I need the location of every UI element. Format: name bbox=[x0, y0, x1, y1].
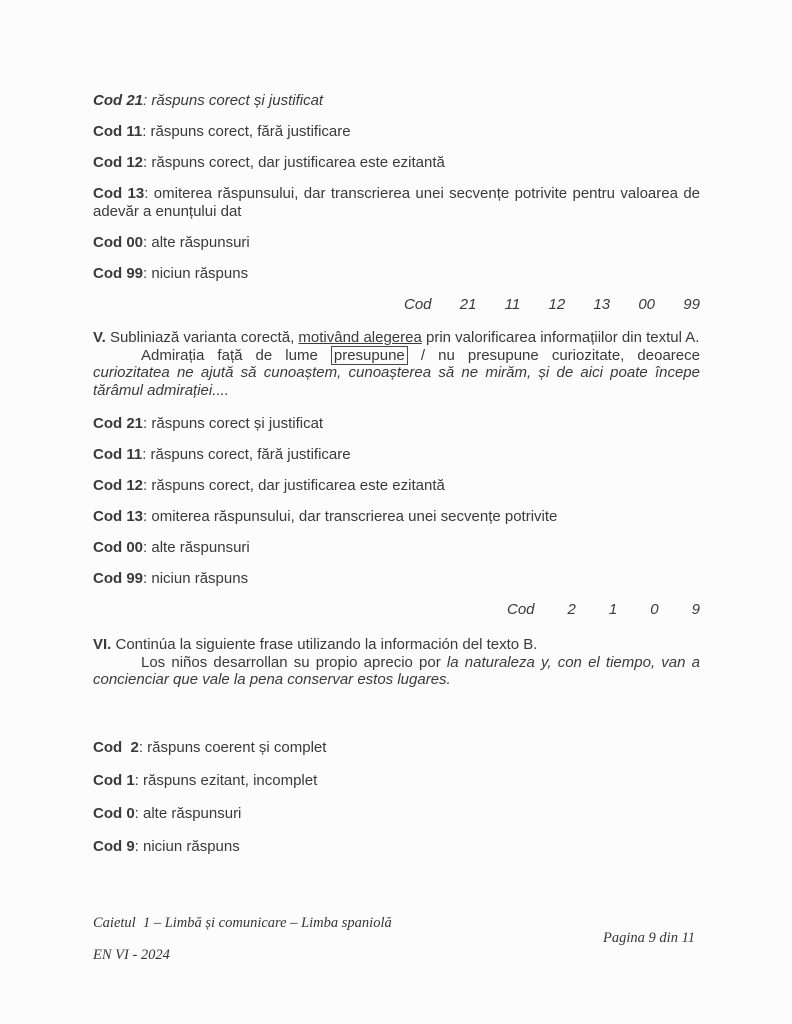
code-item-2 bbox=[93, 739, 700, 757]
code-block-3 bbox=[93, 739, 700, 856]
score-value: 2 bbox=[567, 601, 576, 618]
code-item-11 bbox=[93, 446, 700, 464]
code-item-9 bbox=[93, 838, 700, 856]
code-item-0 bbox=[93, 805, 700, 823]
code-item-99 bbox=[93, 570, 700, 588]
score-row-label: Cod bbox=[507, 601, 535, 618]
code-item-13 bbox=[93, 185, 705, 221]
score-value: 99 bbox=[683, 296, 700, 313]
code-item-99 bbox=[93, 265, 700, 283]
code-item-12 bbox=[93, 477, 700, 495]
code-item-21 bbox=[93, 92, 700, 110]
section-vi-prompt bbox=[93, 636, 700, 654]
code-item-11 bbox=[93, 123, 700, 141]
footer-exam-id: EN VI - 2024 bbox=[93, 947, 170, 963]
spacer bbox=[93, 399, 700, 415]
code-item-00 bbox=[93, 539, 700, 557]
score-row-1 bbox=[404, 296, 700, 314]
code-desc: : răspuns corect, fără justificare bbox=[142, 446, 351, 463]
score-value: 1 bbox=[608, 601, 618, 618]
boxed-answer-word: presupune bbox=[331, 346, 408, 365]
code-desc: : omiterea răspunsului, dar transcrierea unei secvențe potrivite bbox=[143, 508, 558, 525]
answer-quote-text: la naturaleza y, con el tiempo, van a concienciar que vale la pena conservar estos lugares. bbox=[93, 653, 705, 688]
code-label: Cod 00 bbox=[93, 539, 144, 556]
score-value: 00 bbox=[638, 296, 656, 313]
code-label: Cod 12 bbox=[93, 477, 144, 494]
code-desc: : răspuns ezitant, incomplet bbox=[134, 771, 318, 789]
section-v-underlined-text: motivând alegerea bbox=[298, 329, 422, 346]
code-block-1 bbox=[93, 92, 705, 283]
score-value: 12 bbox=[548, 296, 566, 313]
code-label: Cod 0 bbox=[93, 804, 135, 822]
answer-text: Los niños desarrollan su propio aprecio por bbox=[141, 653, 447, 671]
section-v-text: prin valorificarea informațiilor din textul A. bbox=[421, 329, 700, 346]
score-value: 11 bbox=[504, 296, 521, 313]
spacer bbox=[93, 689, 700, 739]
code-label: Cod 9 bbox=[93, 837, 135, 855]
code-desc: : răspuns corect, dar justificarea este ezitantă bbox=[143, 477, 445, 494]
score-row-2 bbox=[507, 601, 700, 619]
code-desc: : niciun răspuns bbox=[134, 837, 240, 855]
code-desc: : alte răspunsuri bbox=[134, 804, 242, 822]
code-label: Cod 99 bbox=[93, 570, 144, 587]
code-label: Cod 13 bbox=[93, 185, 145, 202]
section-vi bbox=[93, 636, 705, 689]
section-v-text: Subliniază varianta corectă, bbox=[105, 329, 299, 346]
code-label: Cod 21 bbox=[93, 415, 144, 432]
code-desc: : alte răspunsuri bbox=[143, 234, 250, 251]
score-value: 21 bbox=[459, 296, 477, 313]
code-desc: : răspuns corect și justificat bbox=[143, 92, 324, 109]
code-label: Cod 11 bbox=[93, 446, 143, 463]
code-label: Cod 2 bbox=[93, 738, 139, 756]
code-desc: : omiterea răspunsului, dar transcrierea unei secvențe potrivite pentru valoarea de adevăr a enunțului dat bbox=[93, 185, 705, 220]
code-desc: : niciun răspuns bbox=[143, 265, 249, 282]
code-desc: : răspuns corect, dar justificarea este ezitantă bbox=[143, 154, 445, 171]
answer-quote-text: curiozitatea ne ajută să cunoaștem, cunoașterea să ne mirăm, și de aici poate începe tărâmul admirației.... bbox=[93, 364, 705, 399]
score-row-label: Cod bbox=[404, 296, 432, 313]
code-label: Cod 99 bbox=[93, 265, 144, 282]
page-content bbox=[93, 0, 705, 871]
code-item-13 bbox=[93, 508, 700, 526]
code-desc: : alte răspunsuri bbox=[143, 539, 250, 556]
code-item-21 bbox=[93, 415, 700, 433]
code-item-00 bbox=[93, 234, 700, 252]
code-label: Cod 12 bbox=[93, 154, 144, 171]
code-desc: : răspuns corect și justificat bbox=[143, 415, 324, 432]
section-v-prompt bbox=[93, 329, 700, 347]
answer-text: / nu presupune curiozitate, deoarece bbox=[407, 346, 705, 364]
section-vi-answer bbox=[93, 653, 705, 689]
score-value: 0 bbox=[650, 601, 659, 618]
code-label: Cod 21 bbox=[93, 92, 144, 109]
code-block-2 bbox=[93, 415, 700, 588]
code-desc: : niciun răspuns bbox=[143, 570, 249, 587]
section-v-answer bbox=[93, 346, 705, 400]
code-label: Cod 1 bbox=[93, 771, 135, 789]
code-item-1 bbox=[93, 772, 700, 790]
code-item-12 bbox=[93, 154, 700, 172]
section-v bbox=[93, 329, 705, 399]
code-desc: : răspuns corect, fără justificare bbox=[142, 123, 351, 140]
section-vi-text: Continúa la siguiente frase utilizando la información del texto B. bbox=[111, 636, 538, 653]
answer-text: Admirația față de lume bbox=[141, 346, 331, 364]
score-value: 9 bbox=[691, 601, 700, 618]
section-v-number: V. bbox=[93, 329, 106, 346]
code-label: Cod 11 bbox=[93, 123, 143, 140]
score-value: 13 bbox=[593, 296, 611, 313]
footer-booklet-title: Caietul 1 – Limbă și comunicare – Limba spaniolă bbox=[93, 915, 392, 931]
footer-page-number: Pagina 9 din 11 bbox=[603, 930, 695, 946]
code-desc: : răspuns coerent și complet bbox=[138, 738, 327, 756]
section-vi-number: VI. bbox=[93, 636, 112, 653]
code-label: Cod 00 bbox=[93, 234, 144, 251]
code-label: Cod 13 bbox=[93, 508, 144, 525]
